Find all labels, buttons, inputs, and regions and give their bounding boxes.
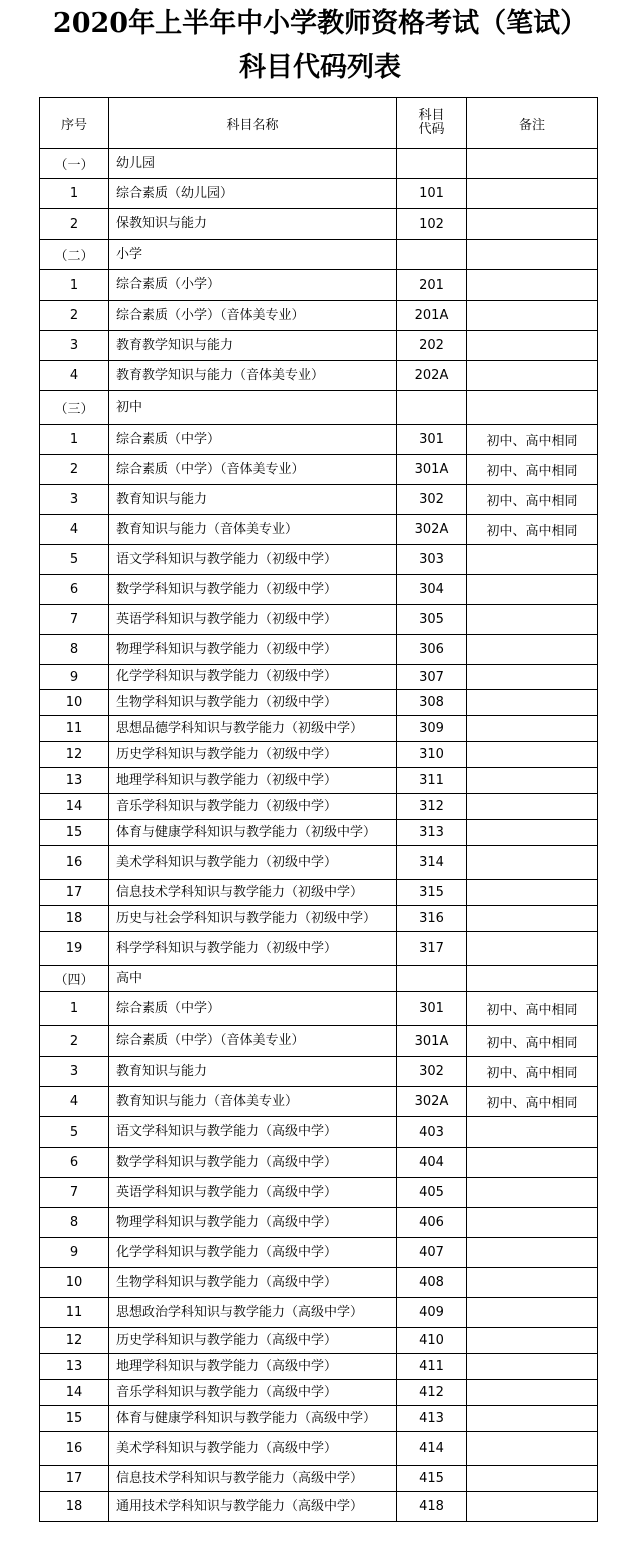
row-subject-name: 综合素质（中学）（音体美专业） [109, 455, 397, 485]
row-note: 初中、高中相同 [467, 425, 598, 455]
row-subject-name: 地理学科知识与教学能力（初级中学） [109, 768, 397, 794]
table-row [40, 149, 598, 179]
row-num: 16 [40, 846, 109, 880]
table-row [40, 209, 598, 240]
row-subject-name: 初中 [109, 391, 397, 425]
row-note [467, 690, 598, 716]
table-row [40, 1117, 598, 1148]
row-note [467, 1406, 598, 1432]
table-row [40, 906, 598, 932]
row-subject-name: 教育教学知识与能力（音体美专业） [109, 361, 397, 391]
row-subject-name: 地理学科知识与教学能力（高级中学） [109, 1354, 397, 1380]
header-code [397, 98, 467, 149]
row-subject-code: 201 [397, 270, 467, 301]
table-row [40, 635, 598, 665]
row-note [467, 545, 598, 575]
table-row [40, 270, 598, 301]
row-note [467, 1148, 598, 1178]
table-row [40, 1268, 598, 1298]
row-subject-code [397, 240, 467, 270]
subject-code-table [39, 97, 598, 1522]
row-subject-name: 信息技术学科知识与教学能力（初级中学） [109, 880, 397, 906]
row-num: 11 [40, 716, 109, 742]
row-subject-name: 音乐学科知识与教学能力（初级中学） [109, 794, 397, 820]
row-subject-code: 307 [397, 665, 467, 690]
row-num: 13 [40, 1354, 109, 1380]
table-row [40, 690, 598, 716]
row-subject-code: 412 [397, 1380, 467, 1406]
table-row [40, 665, 598, 690]
row-subject-code: 403 [397, 1117, 467, 1148]
row-num: 7 [40, 1178, 109, 1208]
row-num: 3 [40, 1057, 109, 1087]
table-body [40, 149, 598, 1522]
row-note [467, 820, 598, 846]
row-subject-code: 301 [397, 992, 467, 1026]
table-row [40, 1298, 598, 1328]
table-row [40, 1466, 598, 1492]
page-subtitle: 科目代码列表 [239, 52, 401, 83]
row-subject-code: 310 [397, 742, 467, 768]
row-subject-name: 教育知识与能力（音体美专业） [109, 1087, 397, 1117]
row-subject-code [397, 149, 467, 179]
row-num: 16 [40, 1432, 109, 1466]
row-subject-name: 科学学科知识与教学能力（初级中学） [109, 932, 397, 966]
row-subject-name: 美术学科知识与教学能力（高级中学） [109, 1432, 397, 1466]
row-subject-code: 301 [397, 425, 467, 455]
header-name: 科目名称 [109, 98, 397, 149]
row-num: 7 [40, 605, 109, 635]
table-row [40, 768, 598, 794]
row-subject-code: 405 [397, 1178, 467, 1208]
row-num: 1 [40, 179, 109, 209]
row-note [467, 1178, 598, 1208]
table-row [40, 966, 598, 992]
row-note [467, 716, 598, 742]
row-note [467, 301, 598, 331]
table-row [40, 1328, 598, 1354]
row-note [467, 906, 598, 932]
row-subject-code [397, 391, 467, 425]
row-note [467, 605, 598, 635]
row-num: 8 [40, 635, 109, 665]
row-subject-code: 407 [397, 1238, 467, 1268]
row-subject-name: 美术学科知识与教学能力（初级中学） [109, 846, 397, 880]
row-note: 初中、高中相同 [467, 515, 598, 545]
row-subject-code: 411 [397, 1354, 467, 1380]
table-row [40, 361, 598, 391]
row-subject-name: 英语学科知识与教学能力（高级中学） [109, 1178, 397, 1208]
table-row [40, 1026, 598, 1057]
row-num: 1 [40, 270, 109, 301]
row-subject-code: 311 [397, 768, 467, 794]
row-subject-code: 408 [397, 1268, 467, 1298]
row-num: 3 [40, 331, 109, 361]
row-num: 18 [40, 906, 109, 932]
row-subject-name: 通用技术学科知识与教学能力（高级中学） [109, 1492, 397, 1522]
row-num: 5 [40, 545, 109, 575]
row-note [467, 1238, 598, 1268]
row-num: 4 [40, 515, 109, 545]
table-row [40, 1380, 598, 1406]
row-note [467, 1268, 598, 1298]
row-num: 10 [40, 690, 109, 716]
table-row [40, 794, 598, 820]
row-subject-name: 综合素质（中学） [109, 425, 397, 455]
row-num: 13 [40, 768, 109, 794]
row-subject-name: 语文学科知识与教学能力（初级中学） [109, 545, 397, 575]
table-row [40, 455, 598, 485]
row-note: 初中、高中相同 [467, 992, 598, 1026]
table-row [40, 605, 598, 635]
row-num: 6 [40, 1148, 109, 1178]
row-subject-name: 数学学科知识与教学能力（高级中学） [109, 1148, 397, 1178]
row-note [467, 240, 598, 270]
row-note [467, 1492, 598, 1522]
row-num: 15 [40, 1406, 109, 1432]
row-num: 4 [40, 1087, 109, 1117]
header-note: 备注 [467, 98, 598, 149]
row-num: 12 [40, 742, 109, 768]
row-num: 14 [40, 1380, 109, 1406]
row-subject-name: 综合素质（小学）（音体美专业） [109, 301, 397, 331]
row-subject-name: 综合素质（幼儿园） [109, 179, 397, 209]
table-row [40, 846, 598, 880]
table-row [40, 1087, 598, 1117]
row-num: （二） [40, 240, 109, 270]
row-num: 12 [40, 1328, 109, 1354]
row-num: 8 [40, 1208, 109, 1238]
table-row [40, 575, 598, 605]
row-subject-code: 409 [397, 1298, 467, 1328]
table-row [40, 1406, 598, 1432]
row-note [467, 391, 598, 425]
row-note [467, 149, 598, 179]
table-row [40, 1238, 598, 1268]
row-subject-code: 404 [397, 1148, 467, 1178]
row-subject-code: 305 [397, 605, 467, 635]
row-subject-code: 202 [397, 331, 467, 361]
table-row [40, 716, 598, 742]
row-note [467, 179, 598, 209]
table-row [40, 240, 598, 270]
row-subject-name: 教育知识与能力 [109, 485, 397, 515]
row-note [467, 1117, 598, 1148]
row-subject-name: 历史学科知识与教学能力（高级中学） [109, 1328, 397, 1354]
table-row [40, 485, 598, 515]
table-row [40, 1208, 598, 1238]
row-subject-name: 生物学科知识与教学能力（初级中学） [109, 690, 397, 716]
row-subject-code: 308 [397, 690, 467, 716]
table-header-row [40, 98, 598, 149]
row-num: 9 [40, 665, 109, 690]
row-subject-code: 306 [397, 635, 467, 665]
row-subject-name: 幼儿园 [109, 149, 397, 179]
row-subject-name: 教育知识与能力 [109, 1057, 397, 1087]
row-note [467, 1328, 598, 1354]
row-note: 初中、高中相同 [467, 1057, 598, 1087]
table-row [40, 179, 598, 209]
row-subject-code: 302 [397, 1057, 467, 1087]
table-row [40, 1178, 598, 1208]
row-subject-code: 415 [397, 1466, 467, 1492]
row-note [467, 635, 598, 665]
row-subject-code: 418 [397, 1492, 467, 1522]
row-num: 17 [40, 1466, 109, 1492]
row-note [467, 1298, 598, 1328]
row-subject-name: 体育与健康学科知识与教学能力（高级中学） [109, 1406, 397, 1432]
row-subject-name: 数学学科知识与教学能力（初级中学） [109, 575, 397, 605]
row-subject-name: 教育教学知识与能力 [109, 331, 397, 361]
row-note [467, 209, 598, 240]
row-subject-name: 综合素质（中学）（音体美专业） [109, 1026, 397, 1057]
table-row [40, 1148, 598, 1178]
row-subject-name: 综合素质（小学） [109, 270, 397, 301]
table-row [40, 301, 598, 331]
row-subject-name: 历史与社会学科知识与教学能力（初级中学） [109, 906, 397, 932]
row-subject-code: 301A [397, 1026, 467, 1057]
row-num: （三） [40, 391, 109, 425]
row-note [467, 846, 598, 880]
row-note: 初中、高中相同 [467, 455, 598, 485]
row-subject-name: 语文学科知识与教学能力（高级中学） [109, 1117, 397, 1148]
row-note: 初中、高中相同 [467, 485, 598, 515]
row-num: 14 [40, 794, 109, 820]
row-subject-name: 化学学科知识与教学能力（高级中学） [109, 1238, 397, 1268]
table-row [40, 992, 598, 1026]
row-note [467, 665, 598, 690]
row-subject-code: 303 [397, 545, 467, 575]
row-note [467, 1466, 598, 1492]
row-subject-name: 历史学科知识与教学能力（初级中学） [109, 742, 397, 768]
row-num: 10 [40, 1268, 109, 1298]
row-note [467, 1354, 598, 1380]
row-subject-name: 体育与健康学科知识与教学能力（初级中学） [109, 820, 397, 846]
row-subject-name: 教育知识与能力（音体美专业） [109, 515, 397, 545]
row-subject-name: 保教知识与能力 [109, 209, 397, 240]
row-subject-code: 313 [397, 820, 467, 846]
table-row [40, 391, 598, 425]
row-num: 5 [40, 1117, 109, 1148]
row-subject-code: 101 [397, 179, 467, 209]
row-subject-name: 物理学科知识与教学能力（初级中学） [109, 635, 397, 665]
row-subject-code: 304 [397, 575, 467, 605]
row-subject-code: 413 [397, 1406, 467, 1432]
row-subject-code: 312 [397, 794, 467, 820]
table-row [40, 1057, 598, 1087]
row-subject-name: 英语学科知识与教学能力（初级中学） [109, 605, 397, 635]
row-note [467, 331, 598, 361]
row-subject-name: 思想品德学科知识与教学能力（初级中学） [109, 716, 397, 742]
row-note [467, 932, 598, 966]
table-row [40, 820, 598, 846]
row-num: 15 [40, 820, 109, 846]
row-subject-code: 302 [397, 485, 467, 515]
row-subject-name: 物理学科知识与教学能力（高级中学） [109, 1208, 397, 1238]
row-note: 初中、高中相同 [467, 1087, 598, 1117]
table-row [40, 932, 598, 966]
row-num: （四） [40, 966, 109, 992]
row-note [467, 794, 598, 820]
row-num: 2 [40, 1026, 109, 1057]
row-note [467, 880, 598, 906]
row-subject-code: 302A [397, 1087, 467, 1117]
row-subject-code: 406 [397, 1208, 467, 1238]
row-note [467, 742, 598, 768]
row-subject-code: 301A [397, 455, 467, 485]
row-num: 6 [40, 575, 109, 605]
header-code-text: 科目 代码 [418, 108, 445, 137]
row-note [467, 1380, 598, 1406]
row-num: 19 [40, 932, 109, 966]
row-note [467, 270, 598, 301]
row-subject-code: 314 [397, 846, 467, 880]
row-num: 1 [40, 425, 109, 455]
row-subject-code: 102 [397, 209, 467, 240]
row-subject-name: 生物学科知识与教学能力（高级中学） [109, 1268, 397, 1298]
row-subject-name: 小学 [109, 240, 397, 270]
row-note [467, 361, 598, 391]
row-subject-name: 思想政治学科知识与教学能力（高级中学） [109, 1298, 397, 1328]
row-note [467, 966, 598, 992]
row-subject-code: 317 [397, 932, 467, 966]
table-row [40, 545, 598, 575]
row-num: 9 [40, 1238, 109, 1268]
table-row [40, 331, 598, 361]
table-row [40, 1432, 598, 1466]
row-num: 11 [40, 1298, 109, 1328]
row-num: 1 [40, 992, 109, 1026]
row-subject-name: 高中 [109, 966, 397, 992]
row-num: 3 [40, 485, 109, 515]
table-row [40, 1354, 598, 1380]
row-note [467, 1208, 598, 1238]
row-subject-code: 302A [397, 515, 467, 545]
table-row [40, 880, 598, 906]
row-subject-code: 309 [397, 716, 467, 742]
row-subject-name: 综合素质（中学） [109, 992, 397, 1026]
page-title: 2020年上半年中小学教师资格考试（笔试） [52, 8, 588, 39]
table-row [40, 515, 598, 545]
row-num: 17 [40, 880, 109, 906]
row-num: 2 [40, 455, 109, 485]
row-subject-code [397, 966, 467, 992]
row-subject-code: 201A [397, 301, 467, 331]
row-subject-name: 音乐学科知识与教学能力（高级中学） [109, 1380, 397, 1406]
table-row [40, 1492, 598, 1522]
row-subject-code: 414 [397, 1432, 467, 1466]
row-note [467, 1432, 598, 1466]
row-num: 2 [40, 209, 109, 240]
table-row [40, 742, 598, 768]
row-num: 4 [40, 361, 109, 391]
table-row [40, 425, 598, 455]
row-note [467, 575, 598, 605]
row-subject-code: 202A [397, 361, 467, 391]
row-subject-name: 化学学科知识与教学能力（初级中学） [109, 665, 397, 690]
row-note: 初中、高中相同 [467, 1026, 598, 1057]
header-num: 序号 [40, 98, 109, 149]
row-note [467, 768, 598, 794]
row-num: 2 [40, 301, 109, 331]
row-subject-code: 315 [397, 880, 467, 906]
row-subject-code: 410 [397, 1328, 467, 1354]
row-subject-name: 信息技术学科知识与教学能力（高级中学） [109, 1466, 397, 1492]
row-num: 18 [40, 1492, 109, 1522]
row-num: （一） [40, 149, 109, 179]
row-subject-code: 316 [397, 906, 467, 932]
